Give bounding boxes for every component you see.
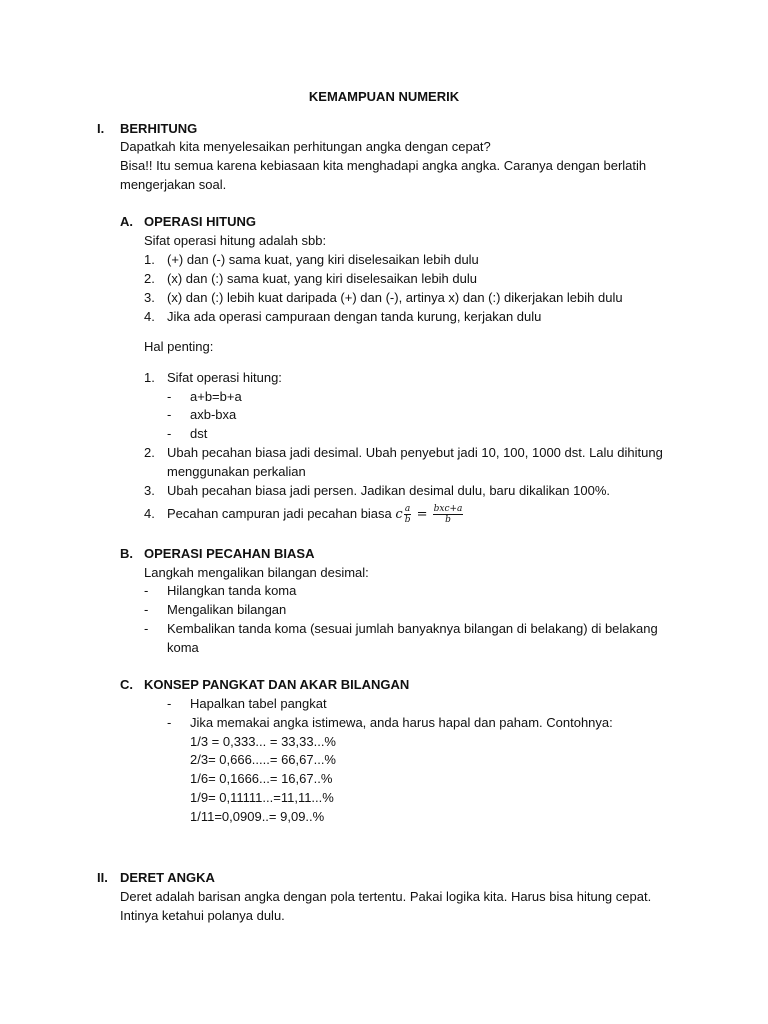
subsection-a-intro: Sifat operasi hitung adalah sbb: [144,233,327,248]
list-item: Hilangkan tanda koma [167,583,297,598]
section-2-heading: DERET ANGKA [120,870,215,885]
formula-equals: = [416,507,428,522]
list-item: Ubah pecahan biasa jadi desimal. Ubah penyebut jadi 10, 100, 1000 dst. Lalu dihitung [167,445,663,460]
section-1-heading: BERHITUNG [120,121,198,136]
page-title: KEMAMPUAN NUMERIK [308,89,460,104]
example-line: 1/11=0,0909..= 9,09..% [190,809,325,824]
section-1-intro-line: Bisa!! Itu semua karena kebiasaan kita menghadapi angka angka. Caranya dengan berlatih [120,158,647,173]
section-2-number: II. [97,870,108,885]
list-item: Hapalkan tabel pangkat [190,696,327,711]
list-item: (x) dan (:) sama kuat, yang kiri diselesaikan lebih dulu [167,271,477,286]
formula-result-fraction: $\frac{\text{bxc+a}}{b}$ [433,504,463,525]
dash-bullet: - [167,407,172,422]
list-item: Jika memakai angka istimewa, anda harus hapal dan paham. Contohnya: [190,715,613,730]
mixed-fraction-formula [395,504,464,525]
example-line: 1/3 = 0,333... = 33,33...% [190,734,336,749]
list-number: 1. [144,252,155,267]
list-item: Ubah pecahan biasa jadi persen. Jadikan desimal dulu, baru dikalikan 100%. [167,483,611,498]
section-2-line: Deret adalah barisan angka dengan pola tertentu. Pakai logika kita. Harus bisa hitung cepat. [120,889,652,904]
sub-item: axb-bxa [190,407,237,422]
section-2-line: Intinya ketahui polanya dulu. [120,908,285,923]
list-item: (+) dan (-) sama kuat, yang kiri diselesaikan lebih dulu [167,252,479,267]
subsection-c-label: C. [120,677,133,692]
list-item-continuation: koma [167,640,199,655]
example-line: 2/3= 0,666.....= 66,67...% [190,752,336,767]
list-item: (x) dan (:) lebih kuat daripada (+) dan (-), artinya x) dan (:) dikerjakan lebih dulu [167,290,623,305]
dash-bullet: - [144,602,149,617]
formula-fraction: $\frac{a}{b}$ [404,504,411,525]
list-number: 1. [144,370,155,385]
list-number: 4. [144,506,155,521]
dash-bullet: - [144,583,149,598]
list-number: 3. [144,483,155,498]
section-1-intro-line: mengerjakan soal. [120,177,227,192]
list-number: 4. [144,309,155,324]
section-1-intro-line: Dapatkah kita menyelesaikan perhitungan angka dengan cepat? [120,139,491,154]
list-item: Mengalikan bilangan [167,602,287,617]
list-number: 3. [144,290,155,305]
list-item: Kembalikan tanda koma (sesuai jumlah banyaknya bilangan di belakang) di belakang [167,621,658,636]
subsection-c-heading: KONSEP PANGKAT DAN AKAR BILANGAN [144,677,410,692]
sub-item: dst [190,426,208,441]
subsection-a-heading: OPERASI HITUNG [144,214,256,229]
formula-whole: c [395,507,403,522]
sub-item: a+b=b+a [190,389,242,404]
subsection-b-heading: OPERASI PECAHAN BIASA [144,546,315,561]
dash-bullet: - [167,696,172,711]
list-item: Jika ada operasi campuraan dengan tanda kurung, kerjakan dulu [167,309,542,324]
list-item: Sifat operasi hitung: [167,370,282,385]
list-item [167,504,464,525]
example-line: 1/9= 0,11111...=11,11...% [190,790,334,805]
dash-bullet: - [167,426,172,441]
hal-penting-label: Hal penting: [144,339,214,354]
example-line: 1/6= 0,1666...= 16,67..% [190,771,333,786]
list-item-text: Pecahan campuran jadi pecahan biasa [167,506,392,521]
list-item-continuation: menggunakan perkalian [167,464,306,479]
subsection-b-label: B. [120,546,133,561]
dash-bullet: - [167,715,172,730]
subsection-b-intro: Langkah mengalikan bilangan desimal: [144,565,369,580]
dash-bullet: - [167,389,172,404]
list-number: 2. [144,445,155,460]
dash-bullet: - [144,621,149,636]
subsection-a-label: A. [120,214,133,229]
section-1-number: I. [97,121,105,136]
list-number: 2. [144,271,155,286]
